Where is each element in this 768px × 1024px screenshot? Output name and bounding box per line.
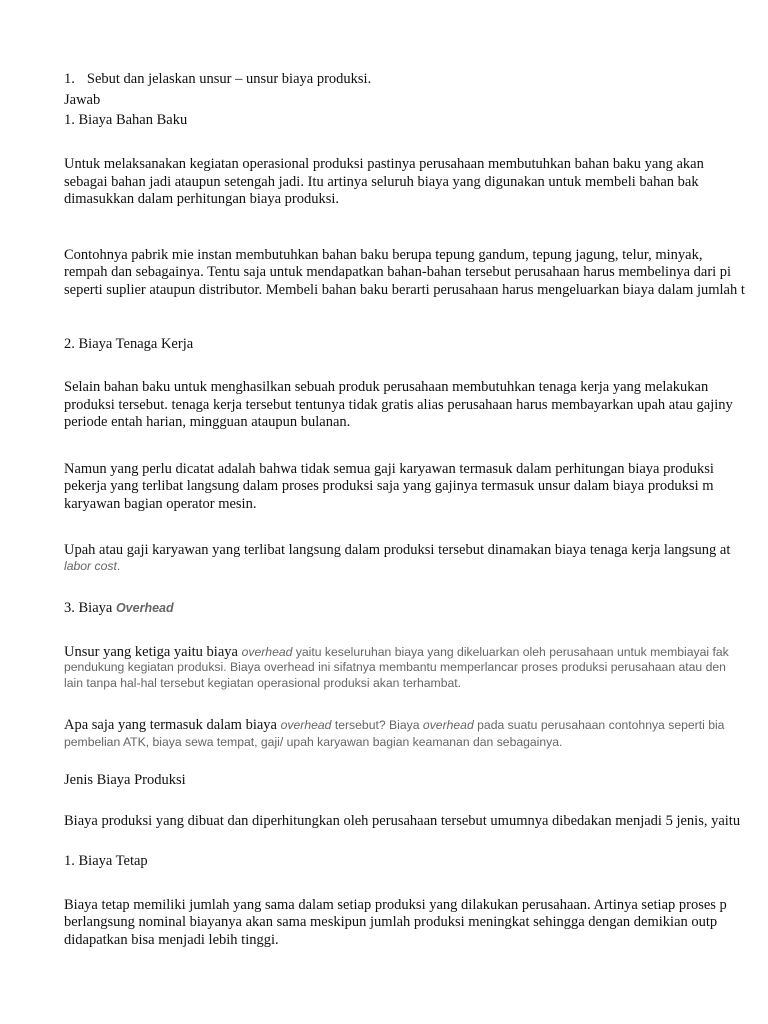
section3-heading-prefix: 3. Biaya [64, 600, 116, 616]
section3-p1-rest: yaitu keseluruhan biaya yang dikeluarkan oleh perusahaan untuk membiayai fak [292, 645, 729, 659]
section1-p1-line2: sebagai bahan jadi ataupun setengah jadi. Itu artinya seluruh biaya yang digunakan untuk membeli bahan bak [64, 174, 699, 190]
biaya-tetap-p1-line3: didapatkan bisa menjadi lebih tinggi. [64, 932, 279, 948]
section3-heading-italic: Overhead [115, 601, 174, 615]
section2-p1-line2: produksi tersebut. tenaga kerja tersebut tentunya tidak gratis alias perusahaan harus membayarkan upah atau gajiny [64, 397, 733, 413]
labor-cost-term: labor cost [64, 559, 117, 573]
jenis-intro: Biaya produksi yang dibuat dan diperhitungkan oleh perusahaan tersebut umumnya dibedakan menjadi 5 jenis, yaitu [64, 813, 741, 829]
biaya-tetap-p1-line1: Biaya tetap memiliki jumlah yang sama dalam setiap produksi yang dilakukan perusahaan. Artinya setiap proses p [64, 897, 727, 913]
section3-p2-line1 [64, 716, 724, 734]
section3-p1-line3: lain tanpa hal-hal tersebut kegiatan operasional produksi akan terhambat. [64, 676, 462, 690]
section1-p1-line3: dimasukkan dalam perhitungan biaya produksi. [64, 191, 340, 207]
section3-p2-serif: Apa saja yang termasuk dalam biaya [64, 717, 281, 733]
question-text: Sebut dan jelaskan unsur – unsur biaya produksi. [86, 71, 372, 87]
biaya-tetap-p1-line2: berlangsung nominal biayanya akan sama meskipun jumlah produksi meningkat sehingga dengan demikian outp [64, 914, 718, 930]
overhead-term: overhead [280, 718, 332, 732]
section2-p2-line3: karyawan bagian operator mesin. [64, 496, 257, 512]
question-number: 1. [64, 71, 75, 87]
section2-p2-line2: pekerja yang terlibat langsung dalam proses produksi saja yang gajinya termasuk unsur dalam biaya produksi m [64, 478, 714, 494]
section2-p2-line1: Namun yang perlu dicatat adalah bahwa tidak semua gaji karyawan termasuk dalam perhitungan biaya produksi [64, 461, 714, 477]
section2-p1-line3: periode entah harian, mingguan ataupun bulanan. [64, 414, 351, 430]
section1-p1-line1: Untuk melaksanakan kegiatan operasional produksi pastinya perusahaan membutuhkan bahan baku yang akan [64, 156, 704, 172]
section2-p1-line1: Selain bahan baku untuk menghasilkan sebuah produk perusahaan membutuhkan tenaga kerja yang melakukan [64, 379, 709, 395]
section2-p3-line1: Upah atau gaji karyawan yang terlibat langsung dalam produksi tersebut dinamakan biaya tenaga kerja langsung at [64, 542, 731, 558]
section3-p1-line2: pendukung kegiatan produksi. Biaya overhead ini sifatnya membantu memperlancar proses produksi perusahaan atau den [64, 660, 726, 674]
section1-p2-line1: Contohnya pabrik mie instan membutuhkan bahan baku berupa tepung gandum, tepung jagung, telur, minyak, [64, 247, 703, 263]
section2-p3-tail: . [116, 559, 121, 573]
section3-p2-line2: pembelian ATK, biaya sewa tempat, gaji/ upah karyawan bagian keamanan dan sebagainya. [64, 735, 563, 749]
section1-heading: 1. Biaya Bahan Baku [64, 112, 188, 128]
section3-p1-serif: Unsur yang ketiga yaitu biaya [64, 644, 242, 660]
section3-p2-mid: tersebut? Biaya [331, 718, 423, 732]
section3-p2-rest: pada suatu perusahaan contohnya seperti bia [473, 718, 725, 732]
section1-p2-line2: rempah dan sebagainya. Tentu saja untuk mendapatkan bahan-bahan tersebut perusahaan harus membelinya dari pi [64, 264, 732, 280]
answer-label: Jawab [64, 92, 101, 108]
overhead-term: overhead [241, 645, 293, 659]
section1-p2-line3: seperti suplier ataupun distributor. Membeli bahan baku berarti perusahaan harus mengeluarkan biaya dalam jumlah t [64, 282, 745, 298]
section2-p3-line2 [64, 558, 120, 575]
biaya-tetap-heading: 1. Biaya Tetap [64, 853, 148, 869]
section3-heading [64, 600, 174, 617]
section2-heading: 2. Biaya Tenaga Kerja [64, 336, 194, 352]
question [64, 71, 371, 88]
jenis-heading: Jenis Biaya Produksi [64, 772, 186, 788]
overhead-term: overhead [422, 718, 474, 732]
